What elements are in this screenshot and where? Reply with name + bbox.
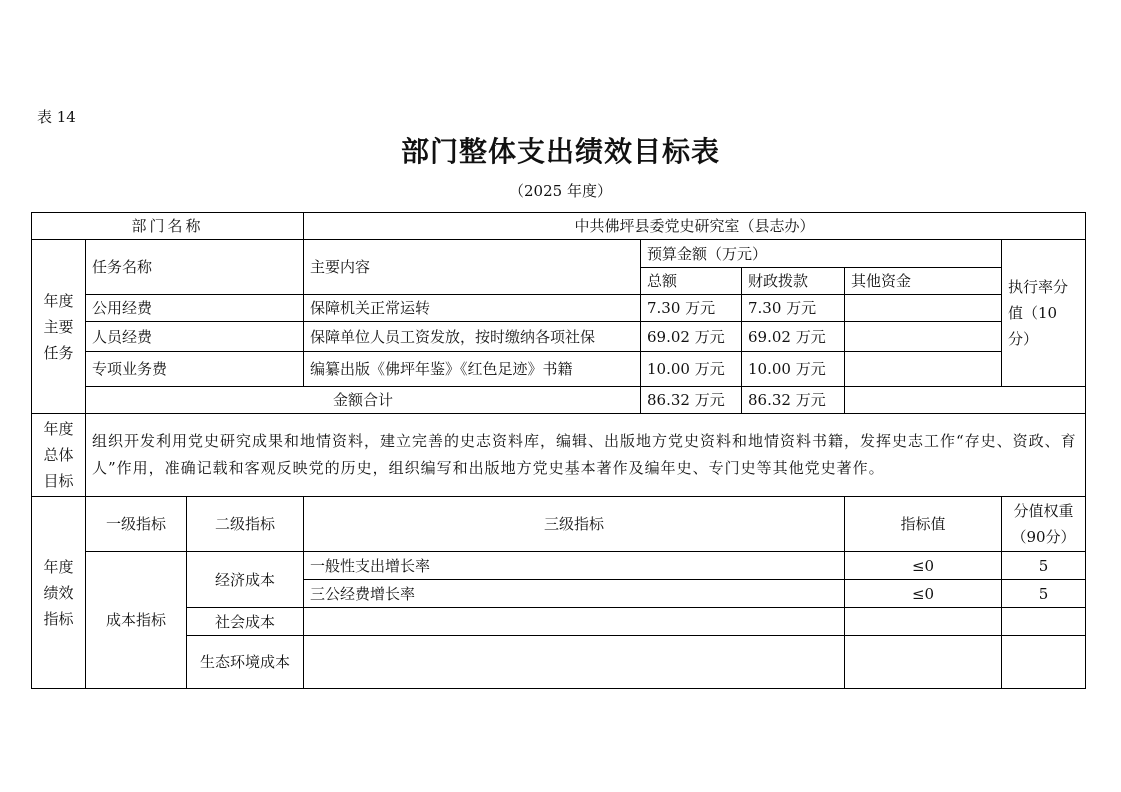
empty-cell [1001, 607, 1086, 636]
task-row-fiscal: 69.02 万元 [741, 321, 845, 352]
economic-cost-cell: 经济成本 [186, 551, 304, 608]
empty-cell [844, 635, 1002, 689]
sum-total: 86.32 万元 [640, 386, 742, 414]
empty-cell [303, 635, 845, 689]
dept-name-label: 部门名称 [31, 212, 304, 240]
level1-indicator-header: 一级指标 [85, 496, 187, 552]
total-header: 总额 [640, 267, 742, 295]
task-row-other [844, 321, 1002, 352]
execution-score-label: 执行率分值（10分） [1001, 239, 1086, 387]
score-weight-header: 分值权重（90分） [1001, 496, 1086, 552]
empty-cell [303, 607, 845, 636]
table-number-label: 表 14 [37, 108, 76, 126]
annual-tasks-label: 年度主要任务 [31, 239, 86, 414]
annual-goal-text: 组织开发利用党史研究成果和地情资料，建立完善的史志资料库，编辑、出版地方党史资料和地情资料书籍，发挥史志工作“存史、资政、育人”作用，准确记载和客观反映党的历史，组织编写和出版地方党史基本著作及编年史、专门史等其他党史著作。 [85, 413, 1086, 497]
level2-indicator-header: 二级指标 [186, 496, 304, 552]
task-row-total: 7.30 万元 [640, 294, 742, 322]
task-row-other [844, 294, 1002, 322]
empty-cell [844, 607, 1002, 636]
task-row-fiscal: 7.30 万元 [741, 294, 845, 322]
task-row-content: 保障机关正常运转 [303, 294, 641, 322]
page-title: 部门整体支出绩效目标表 [400, 135, 720, 168]
indicator-row-value: ≤0 [844, 579, 1002, 608]
task-row-content: 保障单位人员工资发放，按时缴纳各项社保 [303, 321, 641, 352]
indicator-value-header: 指标值 [844, 496, 1002, 552]
main-content-header: 主要内容 [303, 239, 641, 295]
cost-indicator-cell: 成本指标 [85, 551, 187, 689]
sum-label: 金额合计 [85, 386, 641, 414]
task-row-other [844, 351, 1002, 387]
year-subtitle: （2025 年度） [509, 182, 612, 200]
sum-fiscal: 86.32 万元 [741, 386, 845, 414]
annual-indicators-label: 年度绩效指标 [31, 496, 86, 689]
empty-cell [1001, 635, 1086, 689]
eco-env-cost-cell: 生态环境成本 [186, 635, 304, 689]
task-row-total: 10.00 万元 [640, 351, 742, 387]
social-cost-cell: 社会成本 [186, 607, 304, 636]
indicator-row-name: 一般性支出增长率 [303, 551, 845, 580]
task-row-content: 编纂出版《佛坪年鉴》《红色足迹》书籍 [303, 351, 641, 387]
task-row-name: 专项业务费 [85, 351, 304, 387]
dept-name-value: 中共佛坪县委党史研究室（县志办） [303, 212, 1086, 240]
indicator-row-weight: 5 [1001, 579, 1086, 608]
task-row-total: 69.02 万元 [640, 321, 742, 352]
budget-amount-header: 预算金额（万元） [640, 239, 1002, 268]
indicator-row-value: ≤0 [844, 551, 1002, 580]
indicator-row-weight: 5 [1001, 551, 1086, 580]
fiscal-header: 财政拨款 [741, 267, 845, 295]
task-row-fiscal: 10.00 万元 [741, 351, 845, 387]
indicator-row-name: 三公经费增长率 [303, 579, 845, 608]
task-row-name: 公用经费 [85, 294, 304, 322]
other-funds-header: 其他资金 [844, 267, 1002, 295]
level3-indicator-header: 三级指标 [303, 496, 845, 552]
task-name-header: 任务名称 [85, 239, 304, 295]
task-row-name: 人员经费 [85, 321, 304, 352]
sum-empty-cell [844, 386, 1086, 414]
annual-goal-label: 年度总体目标 [31, 413, 86, 497]
